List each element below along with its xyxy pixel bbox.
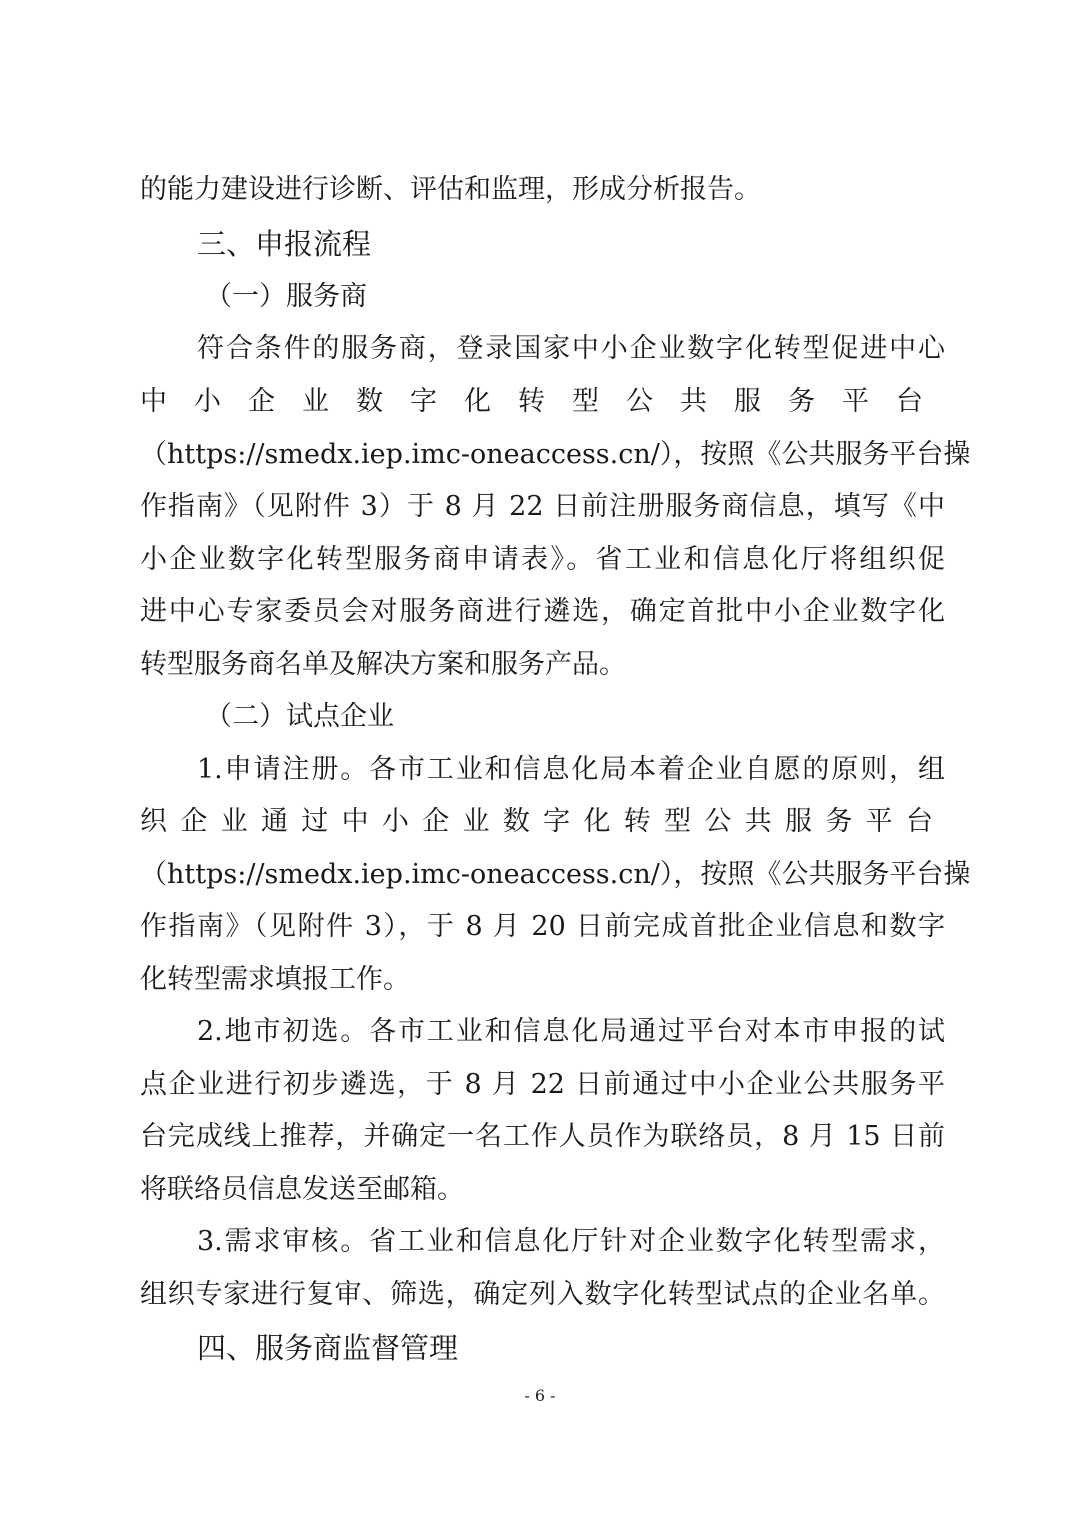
- paragraph-line: 2.地市初选。各市工业和信息化局通过平台对本市申报的试: [197, 1016, 945, 1047]
- subsection-heading-service-providers: （一）服务商: [205, 281, 367, 312]
- paragraph-line: 小企业数字化转型服务商申请表》。省工业和信息化厅将组织促: [140, 544, 945, 575]
- paragraph-line: 3.需求审核。省工业和信息化厅针对企业数字化转型需求，: [197, 1226, 945, 1257]
- paragraph-line: 的能力建设进行诊断、评估和监理，形成分析报告。: [140, 174, 761, 205]
- paragraph-line: 1.申请注册。各市工业和信息化局本着企业自愿的原则，组: [197, 754, 945, 785]
- paragraph-line: （https://smedx.iep.imc-oneaccess.cn/），按照《公共服务平台操: [140, 859, 971, 890]
- paragraph-line: 进中心专家委员会对服务商进行遴选，确定首批中小企业数字化: [140, 596, 945, 627]
- paragraph-line: 作指南》（见附件 3），于 8 月 20 日前完成首批企业信息和数字: [140, 911, 945, 942]
- section-heading-3: 三、申报流程: [197, 227, 372, 261]
- paragraph-line: 点企业进行初步遴选，于 8 月 22 日前通过中小企业公共服务平: [140, 1069, 945, 1100]
- section-heading-4: 四、服务商监督管理: [197, 1331, 459, 1365]
- page-number: - 6 -: [524, 1386, 556, 1405]
- paragraph-line: 符合条件的服务商，登录国家中小企业数字化转型促进中心: [197, 333, 945, 364]
- paragraph-line: 作指南》（见附件 3）于 8 月 22 日前注册服务商信息，填写《中: [140, 491, 945, 522]
- paragraph-line: 织企业通过中小企业数字化转型公共服务平台: [140, 806, 945, 837]
- paragraph-line: （https://smedx.iep.imc-oneaccess.cn/），按照《公共服务平台操: [140, 439, 971, 470]
- subsection-heading-pilot-enterprises: （二）试点企业: [205, 701, 394, 732]
- paragraph-line: 台完成线上推荐，并确定一名工作人员作为联络员，8 月 15 日前: [140, 1121, 945, 1152]
- paragraph-line: 化转型需求填报工作。: [140, 964, 410, 995]
- paragraph-line: 转型服务商名单及解决方案和服务产品。: [140, 649, 626, 680]
- paragraph-line: 组织专家进行复审、筛选，确定列入数字化转型试点的企业名单。: [140, 1279, 945, 1310]
- paragraph-line: 中小企业数字化转型公共服务平台: [140, 386, 945, 417]
- paragraph-line: 将联络员信息发送至邮箱。: [140, 1174, 464, 1205]
